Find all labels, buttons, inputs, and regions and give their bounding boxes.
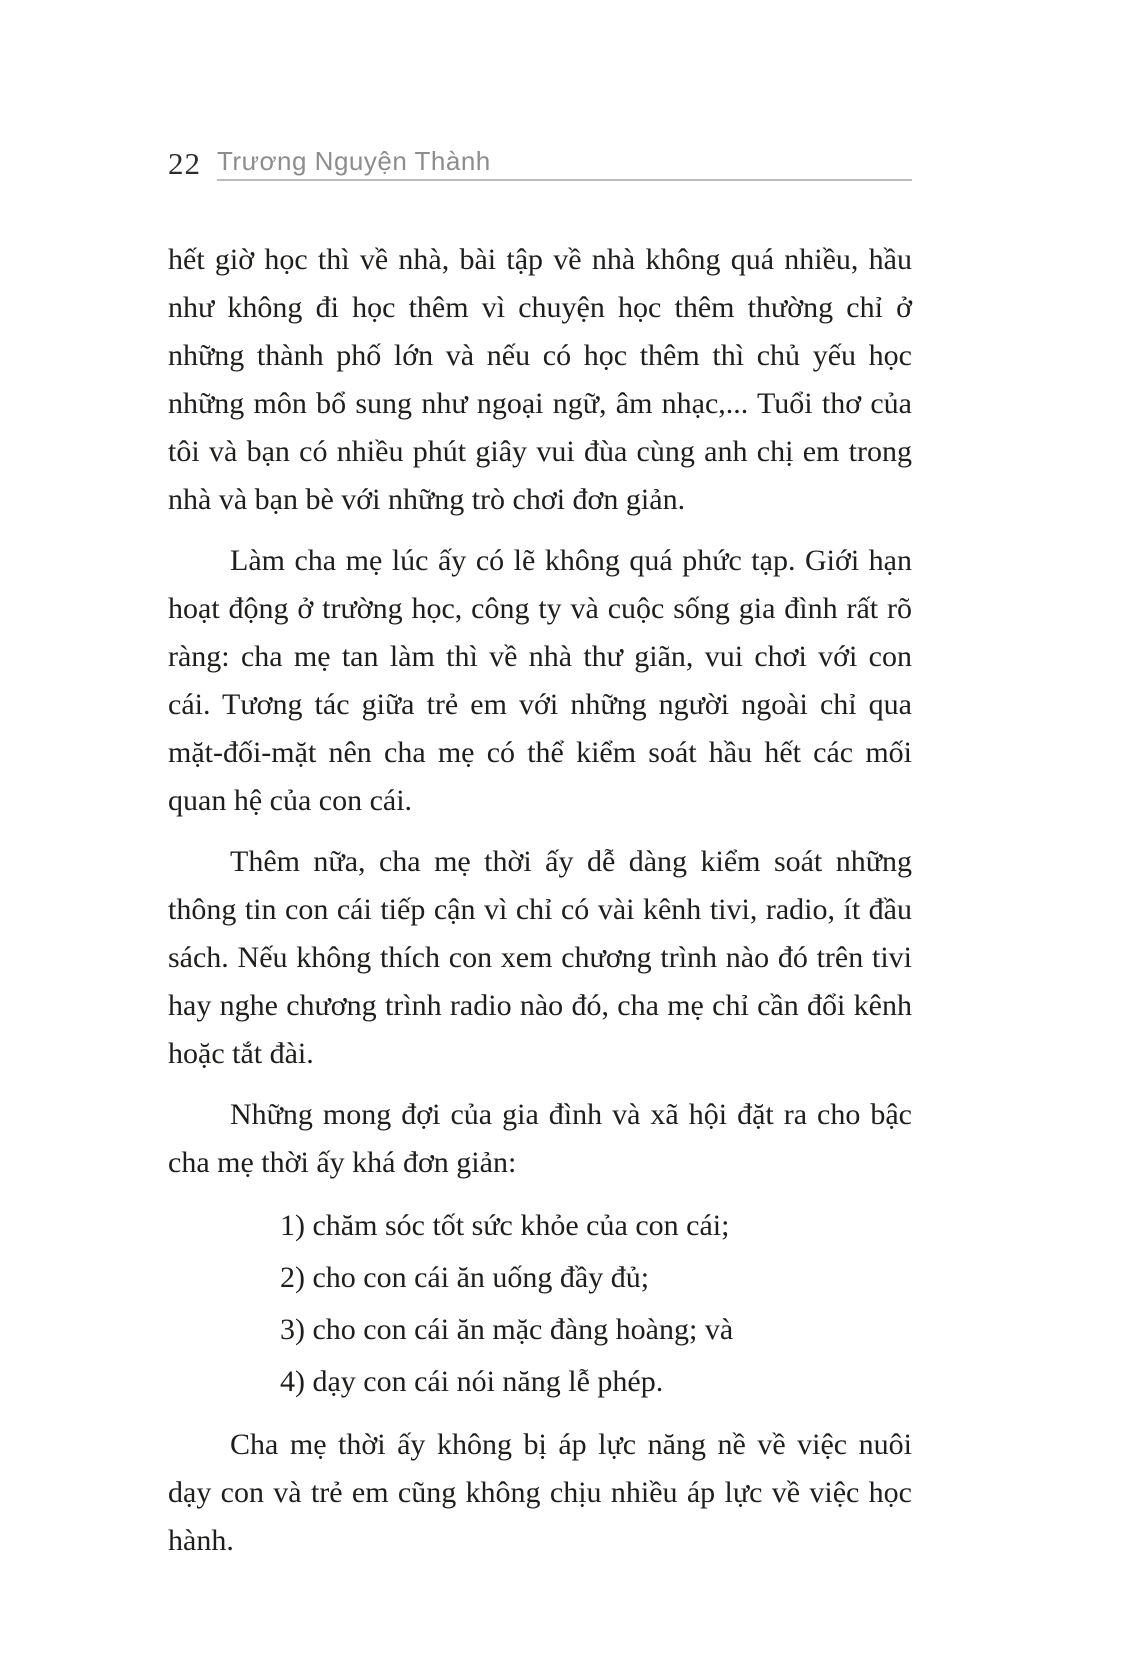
list-item: 1) chăm sóc tốt sức khỏe của con cái; [280,1209,730,1242]
paragraph: Thêm nữa, cha mẹ thời ấy dễ dàng kiểm soát những thông tin con cái tiếp cận vì chỉ có vài kênh tivi, radio, ít đầu sách. Nếu không thích con xem chương trình nào đó trên tivi hay nghe chương trình radio nào đó, cha mẹ chỉ cần đổi kênh hoặc tắt đài. [168,845,912,1070]
page-header [168,146,912,181]
running-header: Trương Nguyện Thành [217,146,491,176]
list-item: 2) cho con cái ăn uống đầy đủ; [280,1261,650,1294]
paragraph: Những mong đợi của gia đình và xã hội đặt ra cho bậc cha mẹ thời ấy khá đơn giản: [168,1098,912,1179]
paragraph-continuation: hết giờ học thì về nhà, bài tập về nhà không quá nhiều, hầu như không đi học thêm vì chuyện học thêm thường chỉ ở những thành phố lớn và nếu có học thêm thì chủ yếu học những môn bổ sung như ngoại ngữ, âm nhạc,... Tuổi thơ của tôi và bạn có nhiều phút giây vui đùa cùng anh chị em trong nhà và bạn bè với những trò chơi đơn giản. [168,243,912,516]
page-number: 22 [168,146,201,181]
list-item: 4) dạy con cái nói năng lễ phép. [280,1365,664,1398]
list-item: 3) cho con cái ăn mặc đàng hoàng; và [280,1313,734,1346]
paragraph-closing: Cha mẹ thời ấy không bị áp lực năng nề về việc nuôi dạy con và trẻ em cũng không chịu nhiều áp lực về việc học hành. [168,1428,912,1557]
header-rule [217,146,912,181]
numbered-list [280,1200,912,1408]
page-body [168,236,912,1578]
paragraph: Làm cha mẹ lúc ấy có lẽ không quá phức tạp. Giới hạn hoạt động ở trường học, công ty và cuộc sống gia đình rất rõ ràng: cha mẹ tan làm thì về nhà thư giãn, vui chơi với con cái. Tương tác giữa trẻ em với những người ngoài chỉ qua mặt-đối-mặt nên cha mẹ có thể kiểm soát hầu hết các mối quan hệ của con cái. [168,544,912,817]
